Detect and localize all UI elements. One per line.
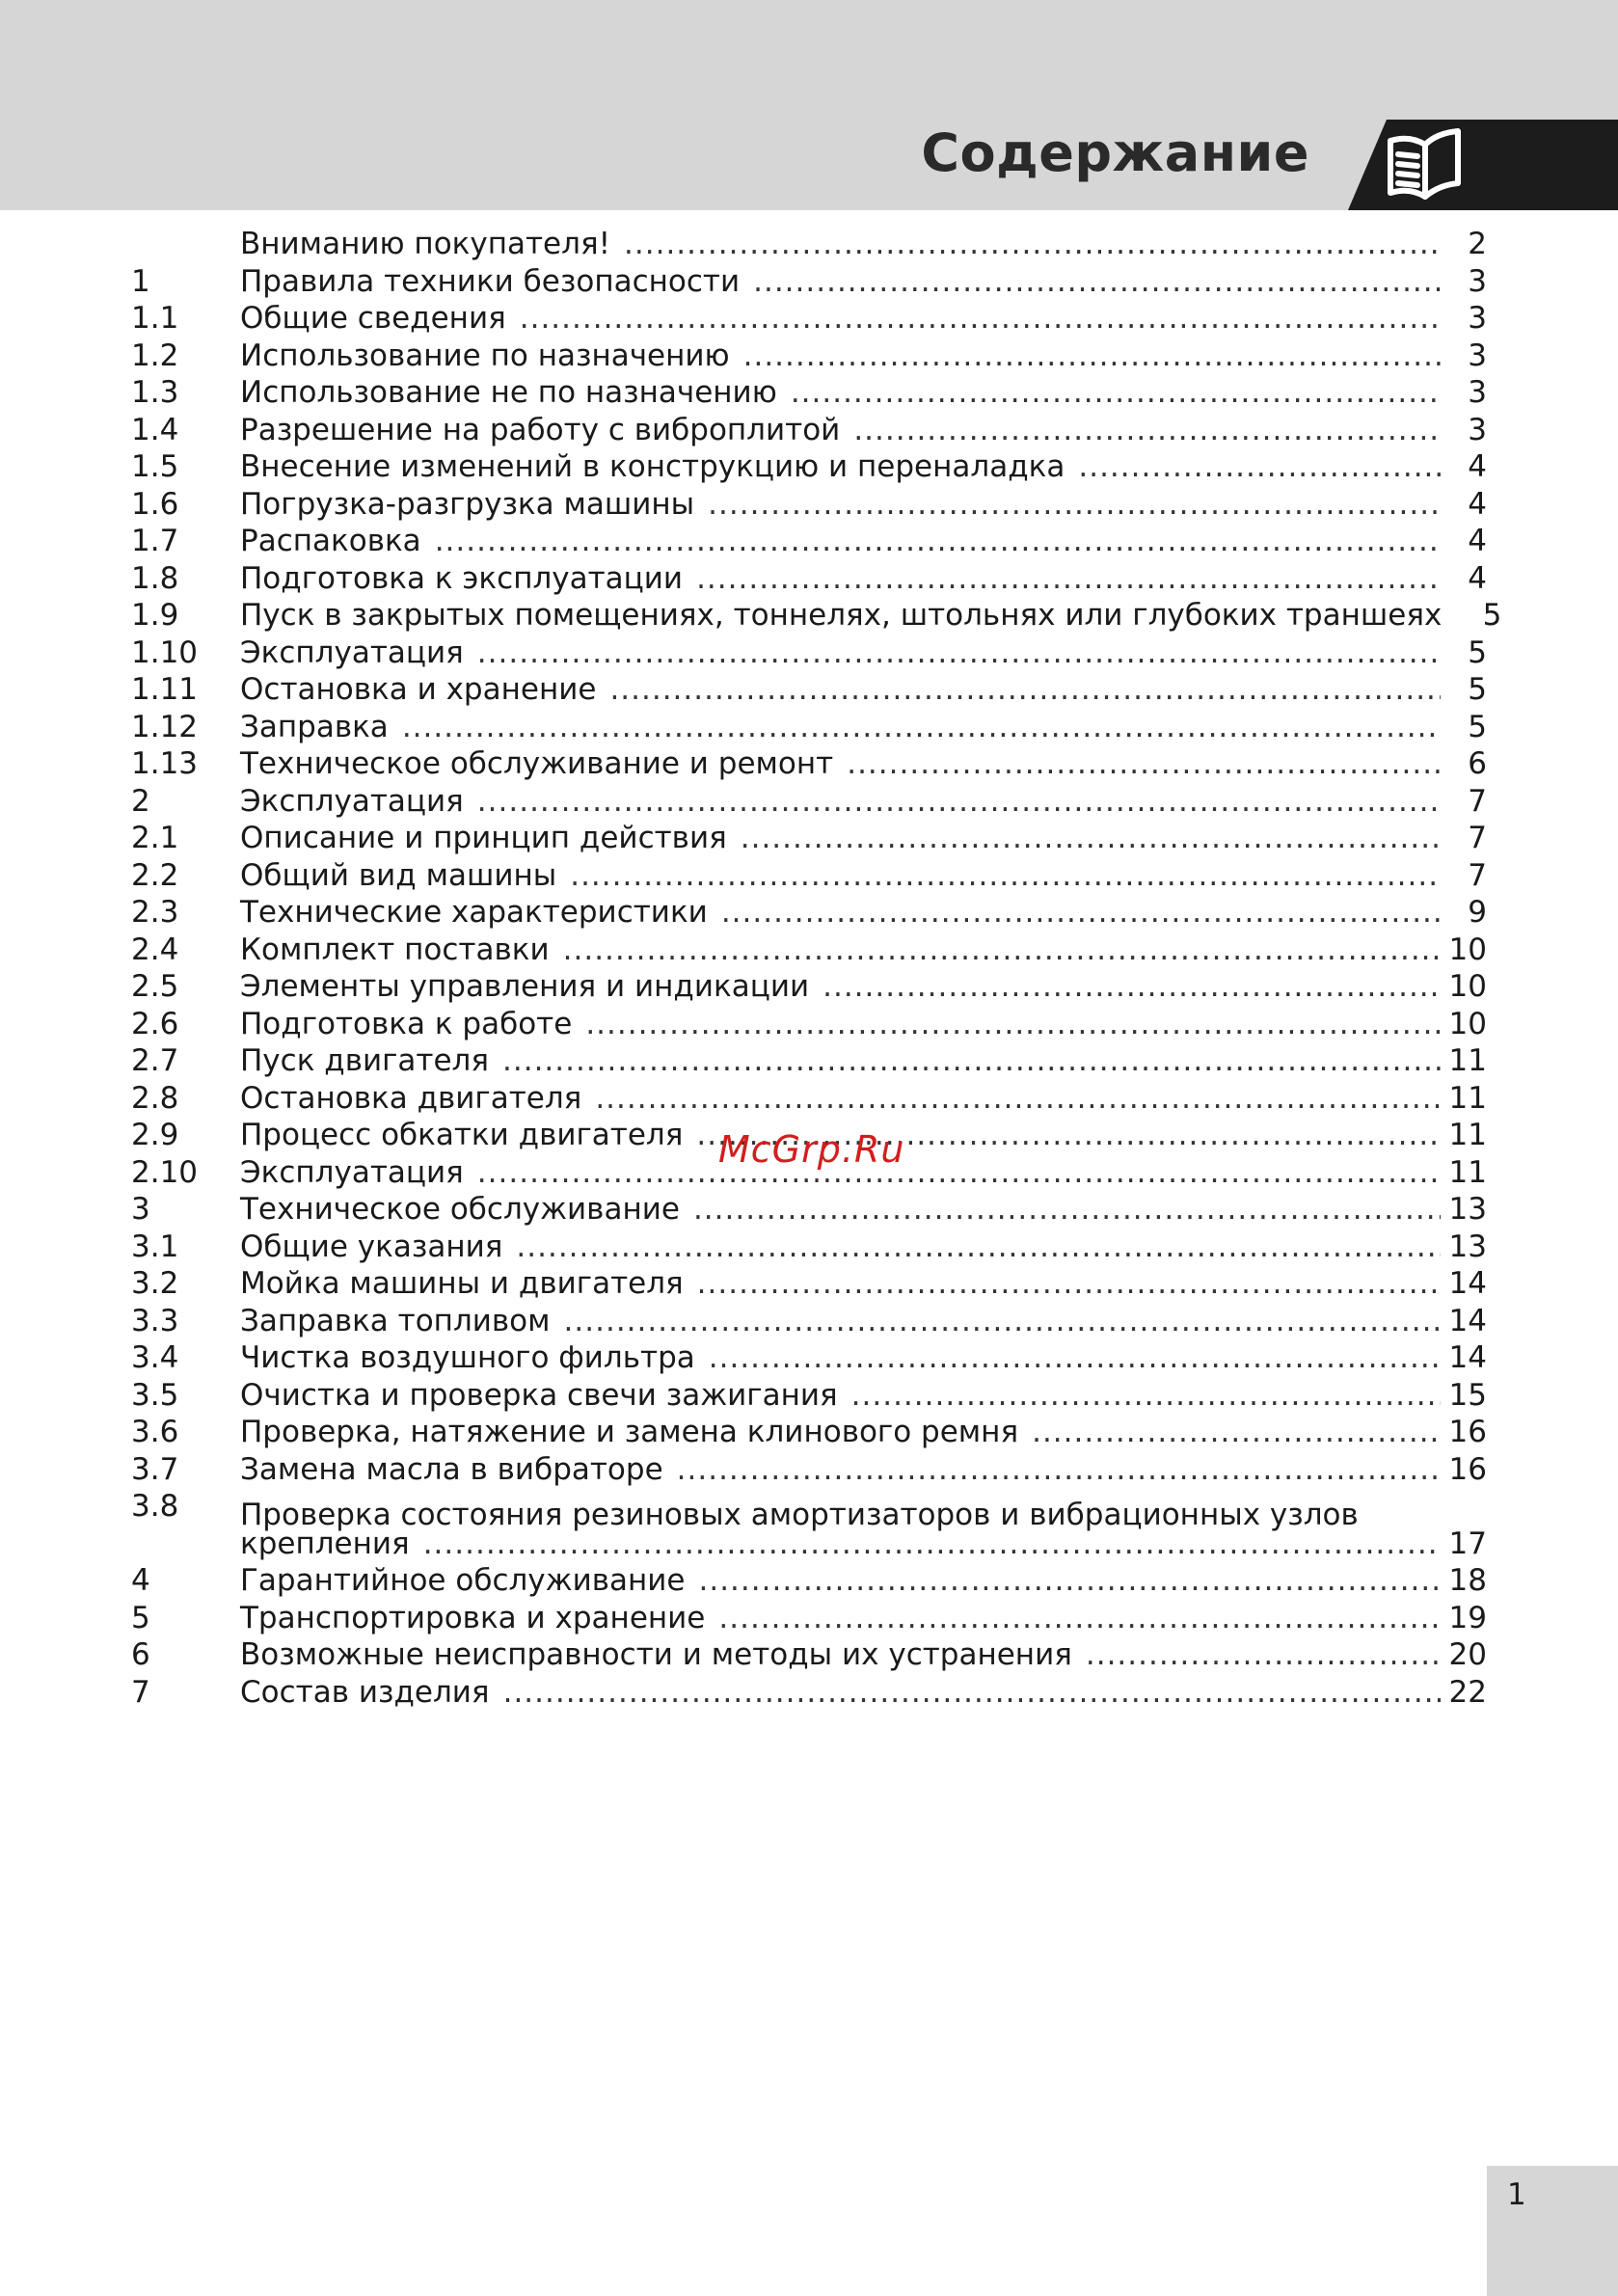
- toc-row: [0, 1303, 1618, 1339]
- toc-row: [0, 1562, 1618, 1599]
- toc-page-number: 4: [1468, 560, 1487, 596]
- toc-section-title: Общие сведения: [240, 301, 506, 336]
- toc-section-title: Гарантийное обслуживание: [240, 1563, 686, 1598]
- toc-entry: [240, 635, 1487, 671]
- toc-section-number: 2: [131, 783, 150, 819]
- toc-row: [0, 1042, 1618, 1079]
- toc-page-number: 16: [1448, 1451, 1487, 1487]
- toc-section-title: Техническое обслуживание и ремонт: [240, 746, 834, 781]
- toc-dot-leader: [847, 745, 1441, 782]
- toc-page-number: 5: [1468, 672, 1487, 707]
- toc-section-title: Использование по назначению: [240, 338, 730, 373]
- toc-page-number: 4: [1468, 524, 1487, 558]
- toc-page-number: 7: [1468, 857, 1487, 893]
- toc-row: [0, 1339, 1618, 1376]
- toc-row: [0, 635, 1618, 671]
- toc-page-number: 3: [1468, 338, 1487, 373]
- toc-dot-leader: [1078, 448, 1441, 485]
- toc-section-number: 2.2: [131, 857, 179, 893]
- page-number: 1: [1507, 2177, 1526, 2212]
- toc-page-number: 3: [1468, 263, 1487, 299]
- toc-section-number: 3.2: [131, 1266, 179, 1301]
- toc-section-number: 3.1: [131, 1229, 179, 1264]
- toc-page-number: 5: [1468, 635, 1487, 670]
- toc-dot-leader: [791, 374, 1441, 411]
- toc-page-number: 10: [1448, 932, 1487, 967]
- toc-section-title: Проверка состояния резиновых амортизаторов и вибрационных узлов: [240, 1498, 1359, 1532]
- toc-dot-leader: [693, 1191, 1441, 1228]
- toc-page-number: 14: [1448, 1303, 1487, 1338]
- toc-page-number: 5: [1468, 709, 1487, 744]
- toc-dot-leader: [1372, 1488, 1441, 1525]
- toc-section-number: 2.6: [131, 1006, 179, 1041]
- toc-dot-leader: [570, 857, 1441, 894]
- toc-page-number: 20: [1448, 1637, 1487, 1672]
- toc-dot-leader: [477, 783, 1441, 820]
- toc-row: [0, 820, 1618, 856]
- toc-section-title: Чистка воздушного фильтра: [240, 1340, 695, 1375]
- toc-section-title: Возможные неисправности и методы их устранения: [240, 1637, 1072, 1672]
- toc-row: [0, 1451, 1618, 1488]
- toc-entry: [240, 1042, 1487, 1079]
- toc-row: [0, 263, 1618, 300]
- toc-entry: [240, 1265, 1487, 1302]
- toc-entry: [240, 263, 1487, 300]
- toc-section-number: 7: [131, 1674, 150, 1710]
- toc-entry: [240, 300, 1487, 337]
- toc-section-title: Эксплуатация: [240, 635, 464, 670]
- toc-section-number: 3.6: [131, 1415, 179, 1449]
- toc-section-title: Погрузка-разгрузка машины: [240, 486, 695, 522]
- toc-entry: [240, 820, 1487, 856]
- toc-section-title: Состав изделия: [240, 1674, 490, 1710]
- toc-row: [0, 671, 1618, 708]
- toc-entry: [240, 226, 1487, 262]
- toc-dot-leader: [698, 1562, 1441, 1599]
- toc-page-number: 3: [1468, 375, 1487, 410]
- toc-entry: [240, 412, 1487, 448]
- toc-section-title: Общий вид машины: [240, 857, 557, 893]
- toc-entry: [240, 1674, 1487, 1711]
- toc-row: [0, 1414, 1618, 1450]
- toc-row: [0, 968, 1618, 1005]
- toc-entry: [240, 1414, 1487, 1450]
- toc-page-number: 22: [1448, 1674, 1487, 1710]
- toc-section-number: 2.7: [131, 1043, 179, 1078]
- toc-row: [0, 1080, 1618, 1117]
- toc-entry: [240, 374, 1487, 411]
- toc-dot-leader: [677, 1451, 1441, 1488]
- toc-page-number: 18: [1448, 1563, 1487, 1598]
- toc-section-title: Разрешение на работу с виброплитой: [240, 412, 841, 447]
- toc-section-number: 3.3: [131, 1303, 179, 1338]
- toc-page-number: 10: [1448, 969, 1487, 1004]
- toc-dot-leader: [753, 263, 1441, 300]
- toc-section-number: 1.12: [131, 709, 199, 744]
- toc-section-title: Использование не по назначению: [240, 375, 777, 410]
- toc-section-title: Эксплуатация: [240, 1154, 464, 1190]
- toc-section-title: Техническое обслуживание: [240, 1192, 680, 1227]
- toc-dot-leader: [595, 1080, 1441, 1117]
- toc-page-number: 11: [1448, 1154, 1487, 1190]
- toc-section-title: Вниманию покупателя!: [240, 227, 611, 261]
- page-title: Содержание: [921, 122, 1309, 183]
- toc-row: [0, 597, 1618, 634]
- toc-page-number: 2: [1468, 227, 1487, 261]
- toc-page-number: 13: [1448, 1229, 1487, 1264]
- toc-entry: [240, 968, 1487, 1005]
- toc-dot-leader: [721, 894, 1441, 931]
- toc-page-number: 10: [1448, 1006, 1487, 1041]
- toc-dot-leader: [709, 1339, 1441, 1376]
- toc-dot-leader: [609, 671, 1441, 708]
- toc-section-number: 1.5: [131, 449, 179, 484]
- toc-row: [0, 1265, 1618, 1302]
- toc-row: [0, 1636, 1618, 1673]
- toc-dot-leader: [502, 1042, 1441, 1079]
- toc-page-number: 13: [1448, 1192, 1487, 1227]
- toc-section-title: Пуск двигателя: [240, 1043, 490, 1078]
- toc-page-number: 3: [1468, 301, 1487, 336]
- toc-section-title: Транспортировка и хранение: [240, 1600, 706, 1635]
- toc-section-title: Мойка машины и двигателя: [240, 1266, 684, 1301]
- toc-page-number: 9: [1468, 895, 1487, 930]
- toc-row: [0, 932, 1618, 968]
- toc-page-number: 11: [1448, 1043, 1487, 1078]
- toc-section-title: Комплект поставки: [240, 932, 550, 967]
- toc-entry: [240, 671, 1487, 708]
- toc-row: [0, 783, 1618, 820]
- toc-row: [0, 1377, 1618, 1414]
- toc-section-number: 2.4: [131, 932, 179, 967]
- toc-dot-leader: [708, 486, 1441, 523]
- open-book-icon: [1383, 125, 1470, 204]
- toc-section-number: 4: [131, 1563, 150, 1598]
- toc-row: [0, 745, 1618, 782]
- toc-row: [0, 300, 1618, 337]
- toc-section-number: 1.1: [131, 301, 179, 336]
- toc-section-number: 1.4: [131, 412, 179, 447]
- toc-dot-leader: [853, 412, 1441, 448]
- toc-section-number: 1: [131, 263, 150, 299]
- toc-page-number: 11: [1448, 1118, 1487, 1152]
- toc-section-number: 1.8: [131, 560, 179, 596]
- toc-section-title: Эксплуатация: [240, 783, 464, 819]
- toc-section-title: Подготовка к эксплуатации: [240, 560, 684, 596]
- toc-row: [0, 560, 1618, 597]
- toc-row: [0, 857, 1618, 894]
- toc-page-number: 17: [1448, 1526, 1487, 1561]
- toc-entry: [240, 745, 1487, 782]
- toc-row: [0, 1229, 1618, 1265]
- toc-section-title: Заправка: [240, 709, 389, 744]
- toc-page-number: 7: [1468, 783, 1487, 819]
- toc-page-number: 14: [1448, 1266, 1487, 1301]
- toc-row: [0, 374, 1618, 411]
- toc-section-number: 1.10: [131, 635, 199, 670]
- toc-row: [0, 523, 1618, 559]
- toc-section-number: 1.11: [131, 672, 199, 707]
- toc-section-title: Остановка двигателя: [240, 1080, 582, 1116]
- toc-entry: [240, 1600, 1487, 1636]
- toc-page-number: 14: [1448, 1340, 1487, 1375]
- toc-row: [0, 448, 1618, 485]
- toc-dot-leader: [822, 968, 1441, 1005]
- toc-entry: [240, 597, 1502, 634]
- toc-entry: [240, 1006, 1487, 1042]
- toc-entry: [240, 560, 1487, 597]
- toc-page-number: 16: [1448, 1415, 1487, 1449]
- toc-section-number: 3.8: [131, 1489, 179, 1524]
- toc-page-number: 6: [1468, 746, 1487, 781]
- toc-section-number: 3.7: [131, 1451, 179, 1487]
- toc-section-number: 2.8: [131, 1080, 179, 1116]
- toc-row: [0, 226, 1618, 262]
- toc-dot-leader: [718, 1600, 1441, 1636]
- toc-row: [0, 1674, 1618, 1711]
- toc-section-title: Правила техники безопасности: [240, 263, 741, 299]
- toc-dot-leader: [563, 932, 1441, 968]
- toc-row: [0, 486, 1618, 523]
- toc-section-title: Распаковка: [240, 524, 421, 558]
- toc-dot-leader: [585, 1006, 1441, 1042]
- toc-row: [0, 1600, 1618, 1636]
- toc-section-number: 1.3: [131, 375, 179, 410]
- toc-section-title: Проверка, натяжение и замена клинового ремня: [240, 1415, 1019, 1449]
- toc-entry: [240, 1191, 1487, 1228]
- toc-row: [0, 709, 1618, 745]
- toc-dot-leader: [435, 523, 1441, 559]
- toc-entry: [240, 709, 1487, 745]
- toc-section-title: Описание и принцип действия: [240, 821, 727, 855]
- toc-row: [0, 894, 1618, 931]
- toc-page-number: 11: [1448, 1080, 1487, 1116]
- toc-section-number: 3.4: [131, 1340, 179, 1375]
- toc-page-number: 3: [1468, 412, 1487, 447]
- toc-dot-leader: [851, 1377, 1441, 1414]
- toc-section-number: 1.7: [131, 524, 179, 558]
- toc-section-number: 1.9: [131, 598, 179, 633]
- toc-section-title: Остановка и хранение: [240, 672, 597, 707]
- toc-row: [0, 1526, 1618, 1562]
- toc-section-number: 1.6: [131, 486, 179, 522]
- toc-section-number: 3.5: [131, 1377, 179, 1413]
- toc-page-number: 7: [1468, 821, 1487, 855]
- toc-entry: [240, 338, 1487, 374]
- toc-row: [0, 412, 1618, 448]
- toc-section-number: 2.3: [131, 895, 179, 930]
- toc-entry: [240, 1451, 1487, 1488]
- toc-entry: [240, 1303, 1487, 1339]
- toc-section-title: Очистка и проверка свечи зажигания: [240, 1377, 838, 1413]
- toc-dot-leader: [624, 226, 1441, 262]
- toc-entry: [240, 1636, 1487, 1673]
- toc-row: [0, 1488, 1618, 1532]
- toc-row: [0, 338, 1618, 374]
- toc-dot-leader: [696, 560, 1441, 597]
- toc-section-title: Внесение изменений в конструкцию и переналадка: [240, 449, 1065, 484]
- toc-dot-leader: [1086, 1636, 1441, 1673]
- toc-dot-leader: [564, 1303, 1441, 1339]
- watermark: McGrp.Ru: [718, 1128, 905, 1171]
- toc-entry: [240, 523, 1487, 559]
- toc-entry: [240, 448, 1487, 485]
- toc-entry: [240, 894, 1487, 931]
- toc-page-number: 4: [1468, 449, 1487, 484]
- toc-dot-leader: [741, 820, 1441, 856]
- toc-page-number: 19: [1448, 1600, 1487, 1635]
- toc-page-number: 15: [1448, 1377, 1487, 1413]
- toc-section-title: Процесс обкатки двигателя: [240, 1118, 684, 1152]
- toc-dot-leader: [516, 1229, 1441, 1265]
- toc-section-number: 2.10: [131, 1154, 199, 1190]
- toc-section-title: Заправка топливом: [240, 1303, 551, 1338]
- toc-page-number: 4: [1468, 486, 1487, 522]
- toc-dot-leader: [1032, 1414, 1441, 1450]
- toc-dot-leader: [477, 1154, 1441, 1191]
- toc-dot-leader: [743, 338, 1441, 374]
- toc-section-number: 2.1: [131, 821, 179, 855]
- toc-section-title: Элементы управления и индикации: [240, 969, 810, 1004]
- toc-dot-leader: [697, 1265, 1441, 1302]
- toc-section-number: 1.13: [131, 746, 199, 781]
- toc-entry: [240, 1377, 1487, 1414]
- toc-page-number: 5: [1482, 598, 1502, 633]
- toc-entry: [240, 932, 1487, 968]
- toc-section-title: Подготовка к работе: [240, 1006, 573, 1041]
- toc-section-number: 5: [131, 1600, 150, 1635]
- toc-entry: [240, 486, 1487, 523]
- toc-section-title: Технические характеристики: [240, 895, 708, 930]
- toc-section-title: Замена масла в вибраторе: [240, 1451, 663, 1487]
- toc-section-number: 1.2: [131, 338, 179, 373]
- toc-entry: [240, 857, 1487, 894]
- toc-entry: [240, 1339, 1487, 1376]
- toc-dot-leader: [520, 300, 1441, 337]
- toc-entry: [240, 1526, 1487, 1562]
- toc-entry: [240, 1562, 1487, 1599]
- toc-section-title: Общие указания: [240, 1229, 503, 1264]
- toc-row: [0, 1191, 1618, 1228]
- toc-row: [0, 1006, 1618, 1042]
- toc-entry: [240, 1229, 1487, 1265]
- toc-section-number: 2.5: [131, 969, 179, 1004]
- toc-section-title: крепления: [240, 1526, 410, 1561]
- toc-section-title: Пуск в закрытых помещениях, тоннелях, штольнях или глубоких траншеях: [240, 598, 1443, 633]
- toc-dot-leader: [477, 635, 1441, 671]
- toc-entry: [240, 783, 1487, 820]
- toc-section-number: 3: [131, 1192, 150, 1227]
- toc-section-number: 6: [131, 1637, 150, 1672]
- toc-dot-leader: [423, 1526, 1441, 1562]
- toc-dot-leader: [503, 1674, 1441, 1711]
- toc-entry: [240, 1080, 1487, 1117]
- toc-section-number: 2.9: [131, 1118, 179, 1152]
- toc-dot-leader: [402, 709, 1441, 745]
